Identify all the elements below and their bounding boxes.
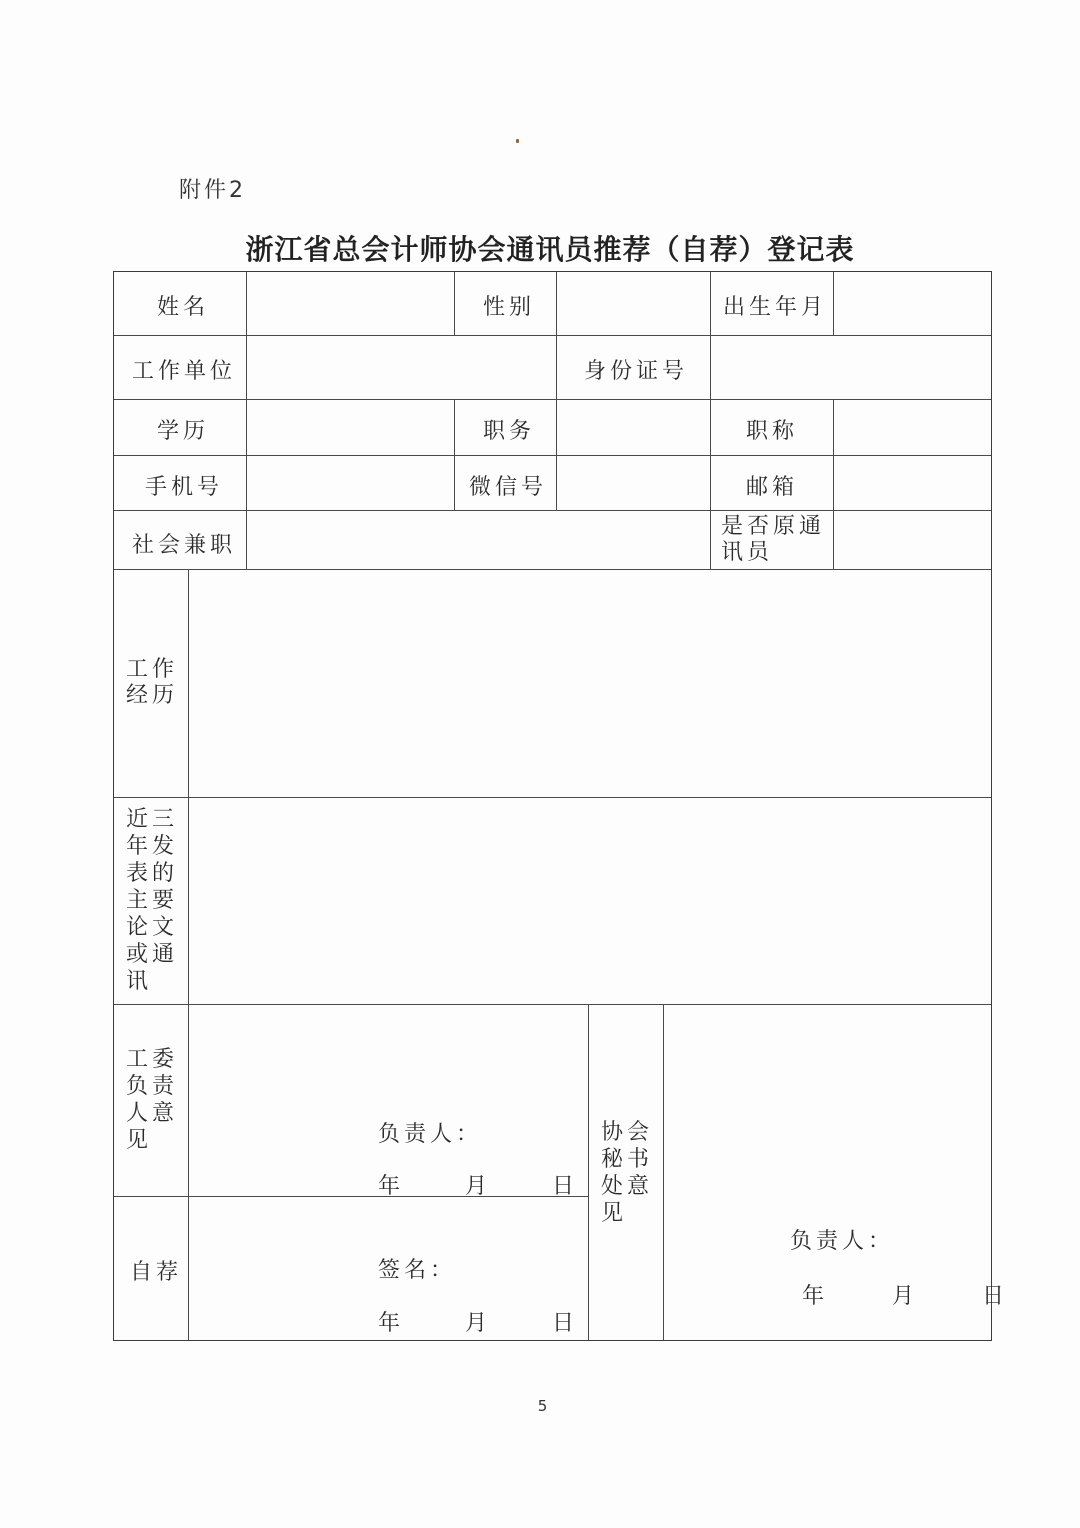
self-recommend-label: 自荐	[130, 1260, 183, 1285]
col-divider	[454, 399, 455, 510]
title-rank-label: 职称	[746, 419, 799, 444]
id-number-label: 身份证号	[584, 359, 689, 384]
col-divider	[710, 272, 711, 569]
attachment-label: 附件2	[179, 178, 246, 203]
secretariat-opinion-label: 协会秘书处意见	[601, 1120, 654, 1226]
social-roles-label: 社会兼职	[132, 533, 237, 558]
form-title: 浙江省总会计师协会通讯员推荐（自荐）登记表	[245, 233, 855, 266]
col-divider	[663, 1004, 664, 1340]
work-history-label: 工作经历	[126, 657, 179, 708]
position-label: 职务	[483, 419, 536, 444]
scan-speck	[516, 139, 519, 143]
name-label: 姓名	[157, 295, 210, 320]
registration-form-table	[113, 271, 1013, 1341]
col-divider	[556, 272, 557, 510]
education-label: 学历	[157, 419, 210, 444]
col-divider	[588, 1004, 589, 1340]
row-divider	[114, 569, 991, 570]
former-correspondent-label: 是否原通讯员	[721, 514, 826, 565]
secretariat-person-label: 负责人：	[790, 1229, 895, 1254]
col-divider	[454, 272, 455, 335]
birth-date-label: 出生年月	[723, 295, 828, 320]
row-divider	[114, 1004, 991, 1005]
employer-label: 工作单位	[132, 359, 237, 384]
self-date-line: 年 月 日	[378, 1311, 582, 1336]
committee-person-label: 负责人：	[378, 1122, 483, 1147]
committee-opinion-label: 工委负责人意见	[126, 1047, 179, 1153]
wechat-label: 微信号	[469, 475, 548, 500]
gender-label: 性别	[483, 295, 536, 320]
col-divider	[833, 272, 834, 335]
page-number: 5	[537, 1397, 548, 1415]
col-divider	[833, 399, 834, 569]
mobile-label: 手机号	[145, 475, 224, 500]
committee-date-line: 年 月 日	[378, 1174, 582, 1199]
secretariat-date-line: 年 月 日	[802, 1284, 1013, 1309]
col-divider	[188, 569, 189, 1340]
publications-label: 近三年发表的主要论文或通讯	[126, 807, 179, 994]
row-divider	[114, 797, 991, 798]
col-divider	[246, 272, 247, 569]
signature-label: 签名：	[378, 1258, 457, 1283]
email-label: 邮箱	[746, 475, 799, 500]
